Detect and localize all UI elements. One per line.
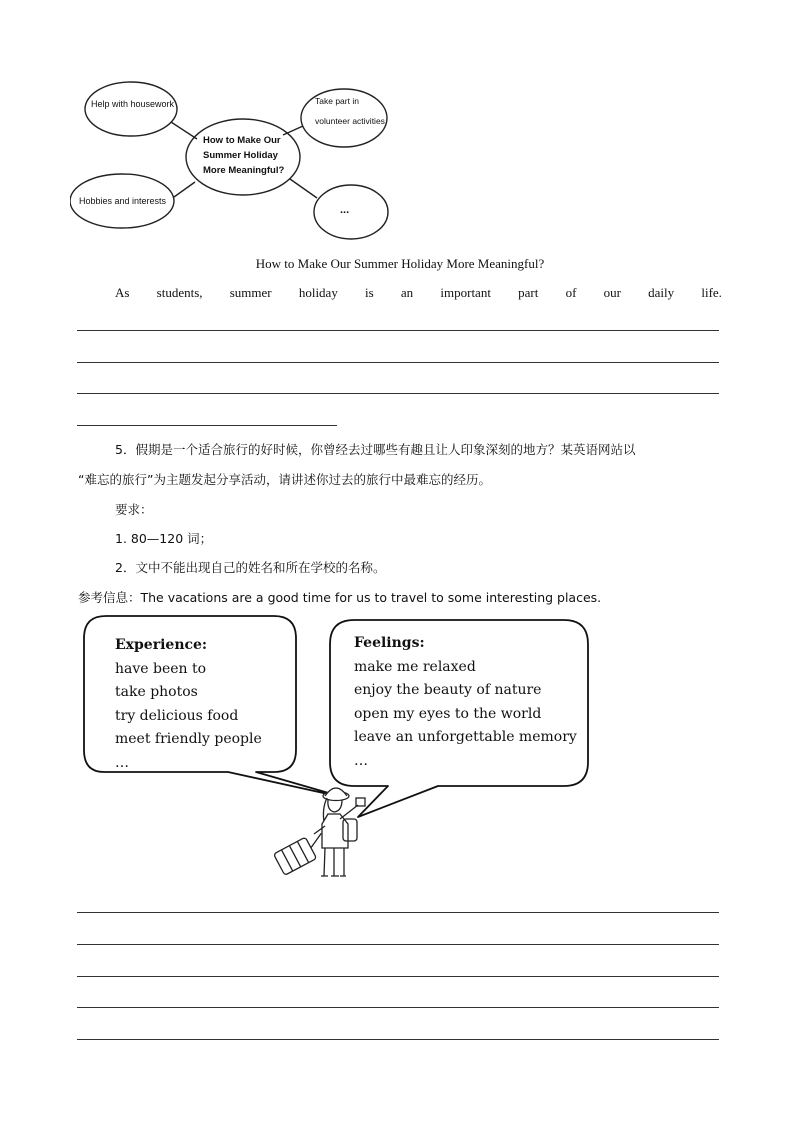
- feelings-list: [354, 632, 577, 773]
- connector-more: [290, 179, 317, 198]
- writing-line[interactable]: [77, 944, 719, 945]
- feelings-item: open my eyes to the world: [354, 705, 542, 722]
- writing-line[interactable]: [77, 976, 719, 977]
- connector-volunteer: [283, 126, 303, 135]
- task5-prompt-line1: 5．假期是一个适合旅行的好时候，你曾经去过哪些有趣且让人印象深刻的地方？某英语网站以: [115, 442, 636, 457]
- word: As: [115, 285, 130, 300]
- mind-map-label-volunteer-1: Take part in: [315, 96, 359, 106]
- word: life.: [701, 285, 722, 300]
- writing-line[interactable]: [77, 1039, 719, 1040]
- writing-line[interactable]: [77, 912, 719, 913]
- writing-line-short[interactable]: [77, 425, 337, 426]
- requirements-label: 要求：: [115, 502, 153, 517]
- experience-item: take photos: [115, 684, 198, 700]
- writing-line[interactable]: [77, 362, 719, 363]
- word: part: [518, 285, 539, 300]
- experience-heading: Experience:: [115, 637, 208, 653]
- experience-list: [115, 634, 262, 775]
- experience-item: …: [115, 754, 129, 771]
- mind-map-center-label: [203, 133, 284, 179]
- mind-map-label-volunteer-2: volunteer activities: [315, 116, 385, 126]
- requirement-2: 2．文中不能出现自己的姓名和所在学校的名称。: [115, 560, 386, 575]
- word: holiday: [298, 285, 338, 300]
- writing-line[interactable]: [77, 330, 719, 331]
- center-line-3: More Meaningful?: [203, 165, 285, 177]
- feelings-heading: Feelings:: [354, 635, 425, 651]
- reference-info: 参考信息：The vacations are a good time for us to travel to some interesting places.: [78, 590, 602, 605]
- word: students,: [156, 285, 203, 300]
- experience-item: try delicious food: [115, 707, 239, 724]
- word: important: [440, 285, 491, 300]
- center-line-2: Summer Holiday: [203, 150, 278, 162]
- experience-item: meet friendly people: [115, 731, 262, 747]
- writing-line[interactable]: [77, 1007, 719, 1008]
- feelings-item: enjoy the beauty of nature: [354, 682, 542, 698]
- word: summer: [229, 285, 272, 300]
- mind-map-label-housework: Help with housework: [91, 99, 175, 109]
- experience-item: have been to: [115, 660, 207, 677]
- feelings-item: leave an unforgettable memory: [354, 729, 577, 745]
- essay-title: How to Make Our Summer Holiday More Meaningful?: [255, 256, 545, 271]
- task5-prompt-line2: “难忘的旅行”为主题发起分享活动，请讲述你过去的旅行中最难忘的经历。: [78, 472, 491, 487]
- essay-first-line: [115, 285, 722, 301]
- traveler-figure: [274, 788, 365, 876]
- requirement-1: 1. 80—120 词；: [115, 531, 213, 546]
- connector-hobbies: [174, 182, 195, 197]
- writing-line[interactable]: [77, 393, 719, 394]
- connector-housework: [171, 122, 197, 139]
- feelings-item: make me relaxed: [354, 658, 476, 675]
- word: an: [400, 285, 414, 300]
- word: daily: [648, 285, 675, 300]
- mind-map-label-hobbies: Hobbies and interests: [79, 196, 167, 206]
- word: of: [565, 285, 577, 300]
- mind-map-node-more: [314, 185, 388, 239]
- mind-map-label-more: ...: [340, 204, 350, 216]
- word: is: [365, 285, 374, 300]
- feelings-item: …: [354, 752, 368, 769]
- center-line-1: How to Make Our: [203, 135, 281, 146]
- word: our: [603, 285, 621, 300]
